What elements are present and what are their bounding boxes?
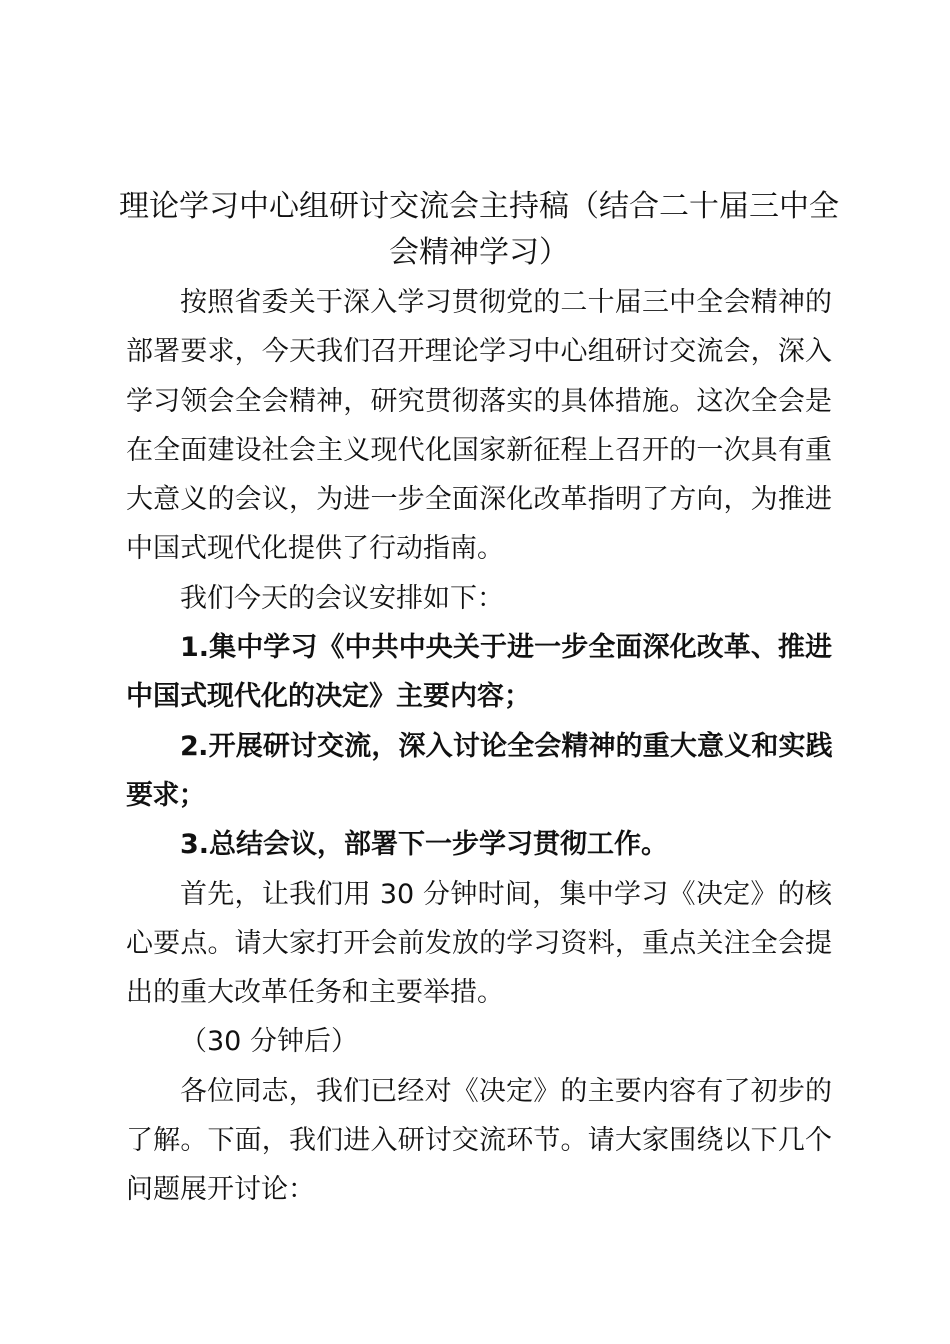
- agenda-item-3: 3.总结会议，部署下一步学习贯彻工作。: [180, 829, 669, 861]
- document-title: 理论学习中心组研讨交流会主持稿（结合二十届三中全会精神学习）: [119, 189, 839, 270]
- time-note-paragraph: （30 分钟后）: [180, 1026, 358, 1058]
- study-instruction-paragraph: 首先，让我们用 30 分钟时间，集中学习《决定》的核心要点。请大家打开会前发放的学习资料，重点关注全会提出的重大改革任务和主要举措。: [126, 878, 832, 1009]
- agenda-item-1: 1.集中学习《中共中央关于进一步全面深化改革、推进中国式现代化的决定》主要内容；: [126, 632, 832, 713]
- agenda-item-2: 2.开展研讨交流，深入讨论全会精神的重大意义和实践要求；: [126, 730, 832, 811]
- agenda-intro-paragraph: 我们今天的会议安排如下：: [180, 582, 504, 614]
- document-page: [119, 184, 839, 1215]
- intro-paragraph: 按照省委关于深入学习贯彻党的二十届三中全会精神的部署要求，今天我们召开理论学习中心组研讨交流会，深入学习领会全会精神，研究贯彻落实的具体措施。这次全会是在全面建设社会主义现代化国家新征程上召开的一次具有重大意义的会议，为进一步全面深化改革指明了方向，为推进中国式现代化提供了行动指南。: [126, 287, 832, 565]
- discussion-intro-paragraph: 各位同志，我们已经对《决定》的主要内容有了初步的了解。下面，我们进入研讨交流环节。请大家围绕以下几个问题展开讨论：: [126, 1075, 832, 1206]
